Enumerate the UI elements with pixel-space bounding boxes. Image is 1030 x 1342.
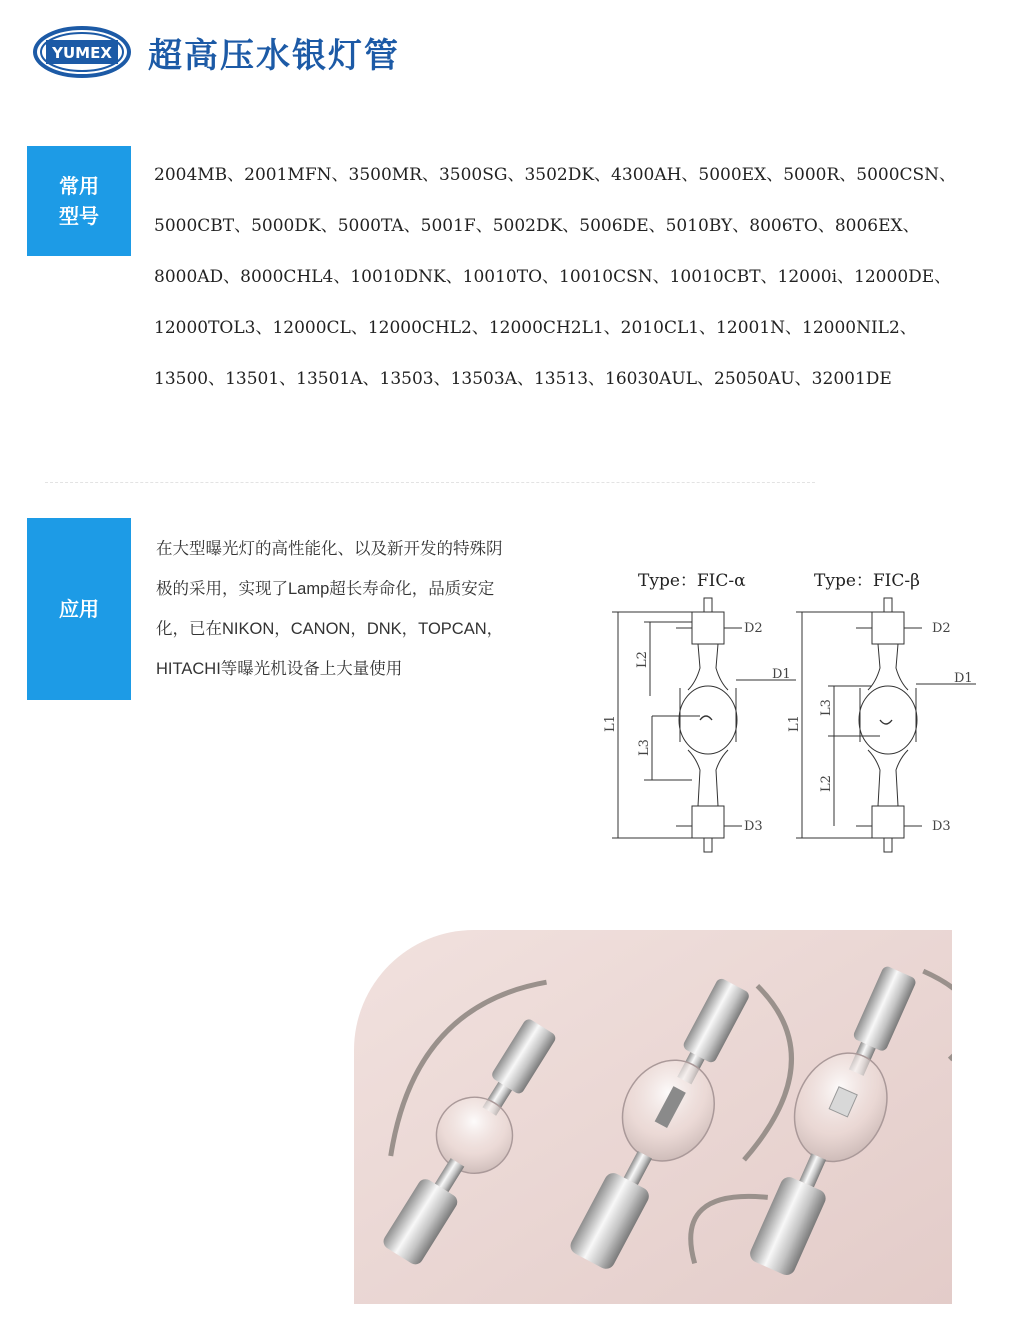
application-line: HITACHI等曝光机设备上大量使用 (156, 660, 403, 678)
application-tag-label: 应用 (59, 597, 99, 621)
header (32, 22, 400, 82)
model-line: 13500、13501、13501A、13503、13503A、13513、16030AUL、25050AU、32001DE (154, 369, 892, 389)
alpha-d1-label: D1 (772, 667, 791, 682)
page-title: 超高压水银灯管 (148, 35, 400, 76)
lamp-dimension-diagram (596, 556, 996, 866)
section-divider (45, 482, 815, 483)
fic-beta-lamp-drawing (796, 598, 976, 852)
beta-d2-label: D2 (932, 621, 951, 636)
application-line: 化，已在NIKON，CANON，DNK，TOPCAN， (156, 620, 504, 638)
alpha-l3-label: L3 (637, 739, 652, 756)
model-line: 2004MB、2001MFN、3500MR、3500SG、3502DK、4300AH、5000EX、5000R、5000CSN、 (154, 165, 957, 185)
application-line: 极的采用，实现了Lamp超长寿命化，品质安定 (156, 580, 495, 598)
alpha-l1-label: L1 (603, 715, 618, 732)
lamp-photo-illustration (354, 930, 952, 1304)
model-line: 5000CBT、5000DK、5000TA、5001F、5002DK、5006DE、5010BY、8006TO、8006EX、 (154, 216, 920, 236)
alpha-l2-label: L2 (635, 651, 650, 668)
beta-l3-label: L3 (819, 699, 834, 716)
model-line: 12000TOL3、12000CL、12000CHL2、12000CH2L1、2010CL1、12001N、12000NIL2、 (154, 318, 917, 338)
models-tag-line2: 型号 (59, 204, 99, 228)
product-photo (354, 930, 952, 1304)
model-list (154, 156, 1014, 411)
application-description (156, 534, 576, 694)
fic-alpha-lamp-drawing (612, 598, 796, 852)
application-line: 在大型曝光灯的高性能化、以及新开发的特殊阴 (156, 540, 503, 558)
models-tag (27, 146, 131, 256)
model-line: 8000AD、8000CHL4、10010DNK、10010TO、10010CSN、10010CBT、12000i、12000DE、 (154, 267, 952, 287)
models-tag-line1: 常用 (59, 174, 99, 198)
beta-l2-label: L2 (819, 775, 834, 792)
beta-l1-label: L1 (787, 715, 802, 732)
alpha-d2-label: D2 (744, 621, 763, 636)
beta-d1-label: D1 (954, 671, 973, 686)
fic-alpha-type-label: Type：FIC-α (638, 571, 746, 591)
fic-beta-type-label: Type：FIC-β (814, 571, 920, 591)
beta-d3-label: D3 (932, 819, 951, 834)
logo-text: YUMEX (52, 44, 112, 62)
yumex-logo (32, 25, 132, 79)
alpha-d3-label: D3 (744, 819, 763, 834)
application-tag (27, 518, 131, 700)
